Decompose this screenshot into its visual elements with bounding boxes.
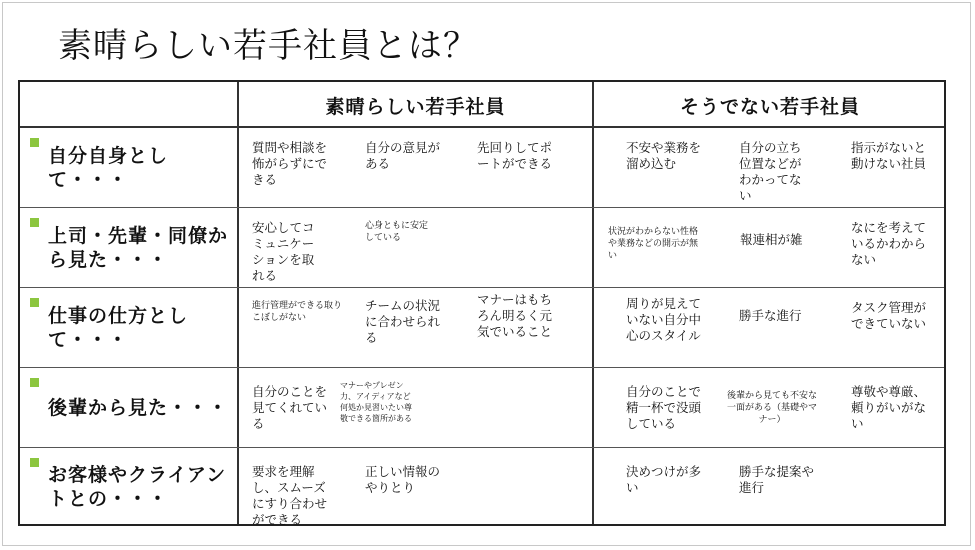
bad-trait: 指示がないと動けない社員	[851, 140, 927, 171]
bad-trait: 決めつけが多い	[626, 464, 702, 495]
good-trait: 先回りしてポートができる	[477, 140, 553, 171]
good-trait: 心身ともに安定している	[365, 221, 429, 243]
row-header	[20, 448, 238, 526]
bullet-icon	[30, 298, 39, 307]
row-header	[20, 128, 238, 207]
bad-trait: 勝手な提案や進行	[739, 464, 815, 495]
bad-trait: 周りが見えていない自分中心のスタイル	[626, 296, 702, 343]
good-trait: 自分のことを見てくれている	[252, 384, 328, 431]
bad-trait: タスク管理ができていない	[851, 300, 927, 331]
good-trait: チームの状況に合わせられる	[365, 298, 441, 345]
row-label: お客様やクライアントとの・・・	[48, 464, 227, 510]
good-trait: 自分の意見がある	[365, 140, 441, 171]
bad-trait: 自分の立ち位置などがわかってない	[739, 140, 802, 203]
bad-trait: 勝手な進行	[739, 308, 802, 323]
bad-trait: 状況がわからない性格や業務などの開示が無い	[608, 227, 699, 261]
slide-title: 素晴らしい若手社員とは？	[58, 26, 478, 66]
bullet-icon	[30, 138, 39, 147]
good-trait: マナーやプレゼン力、アイディアなど何処か見習いたい尊敬できる箇所がある	[340, 381, 412, 423]
column-header-good: 素晴らしい若手社員	[325, 95, 506, 118]
good-trait: 質問や相談を怖がらずにできる	[252, 140, 328, 187]
row-header	[20, 208, 238, 287]
good-trait: 進行管理ができる取りこぼしがない	[252, 301, 343, 323]
bullet-icon	[30, 378, 39, 387]
row-header	[20, 288, 238, 367]
bad-trait: なにを考えているかわからない	[851, 220, 927, 267]
bullet-icon	[30, 458, 39, 467]
good-trait: 要求を理解し、スムーズにすり合わせができる	[252, 464, 328, 527]
good-trait: 安心してコミュニケーションを取れる	[252, 220, 315, 283]
good-trait: 正しい情報のやりとり	[365, 464, 441, 495]
table-divider	[592, 82, 594, 524]
bad-trait: 後輩から見ても不安な一面がある（基礎やマナー）	[726, 391, 817, 425]
bad-trait: 自分のことで精一杯で没頭している	[626, 384, 702, 431]
column-header-bad: そうでない若手社員	[679, 95, 860, 118]
row-label: 後輩から見た・・・	[48, 396, 229, 419]
row-label: 仕事の仕方として・・・	[48, 304, 189, 351]
bad-trait: 報連相が雑	[740, 232, 803, 247]
row-label: 上司・先輩・同僚から見た・・・	[48, 224, 229, 271]
bad-trait: 尊敬や尊厳、頼りがいがない	[851, 384, 927, 431]
row-header	[20, 368, 238, 447]
row-label: 自分自身として・・・	[48, 144, 169, 191]
good-trait: マナーはもちろん明るく元気でいること	[477, 292, 553, 339]
bullet-icon	[30, 218, 39, 227]
bad-trait: 不安や業務を溜め込む	[626, 140, 702, 171]
comparison-table	[18, 80, 946, 526]
